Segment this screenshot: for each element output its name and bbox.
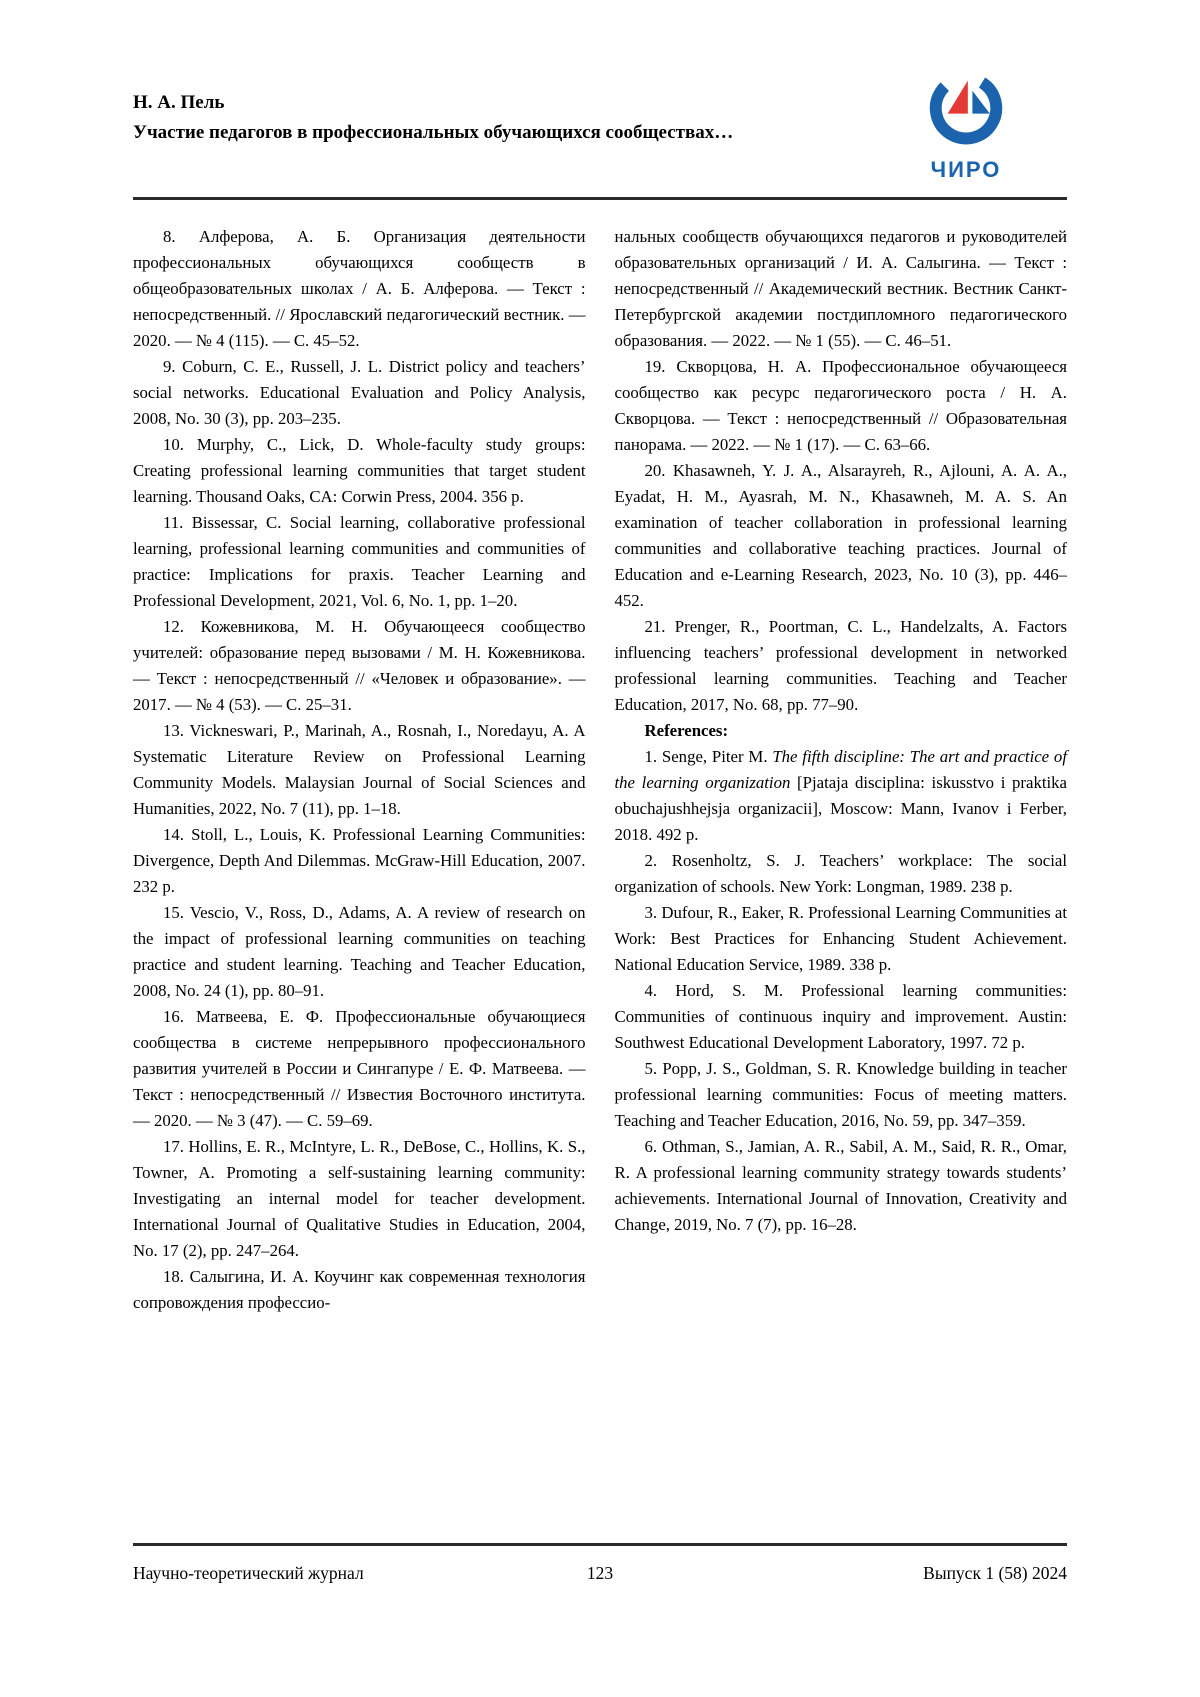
reference-item: 2. Rosenholtz, S. J. Teachers’ workplace: The social organization of schools. New York: Longman, 1989. 238 p. [614, 851, 1067, 896]
page-header [0, 0, 1200, 183]
reference-item: 16. Матвеева, Е. Ф. Профессиональные обучающиеся сообщества в системе непрерывного профессионального развития учителей в России и Сингапуре / Е. Ф. Матвеева. — Текст : непосредственный // Известия Восточного института. — 2020. — № 3 (47). — С. 59–69. [133, 1007, 586, 1130]
reference-item: 4. Hord, S. M. Professional learning communities: Communities of continuous inquiry and improvement. Austin: Southwest Educational Development Laboratory, 1997. 72 p. [614, 981, 1067, 1052]
footer-row [133, 1546, 1067, 1584]
page-footer [133, 1543, 1067, 1584]
reference-item: 9. Coburn, C. E., Russell, J. L. District policy and teachers’ social networks. Educational Evaluation and Policy Analysis, 2008, No. 30 (3), pp. 203–235. [133, 357, 586, 428]
reference-item: 15. Vescio, V., Ross, D., Adams, A. A review of research on the impact of professional learning communities on teaching practice and student learning. Teaching and Teacher Education, 2008, No. 24 (1), pp. 80–91. [133, 903, 586, 1000]
reference-item: 3. Dufour, R., Eaker, R. Professional Learning Communities at Work: Best Practices for Enhancing Student Achievement. National Education Service, 1989. 338 p. [614, 903, 1067, 974]
reference-text-plain: 1. Senge, Piter M. [644, 747, 773, 766]
reference-item-continuation: нальных сообществ обучающихся педагогов и руководителей образовательных организаций / И. А. Салыгина. — Текст : непосредственный // Академический вестник. Вестник Санкт-Петербургской академии постдипломного педагогического образования. — 2022. — № 1 (55). — С. 46–51. [614, 227, 1067, 350]
author-name: Н. А. Пель [133, 92, 225, 113]
issue-info: Выпуск 1 (58) 2024 [923, 1563, 1067, 1583]
reference-text-plain: [Pjataja disciplina: iskusstvo i praktika obuchajushhejsja organizacii], Moscow: Mann, Ivanov i Ferber, 2018. 492 p. [614, 773, 1068, 844]
journal-logo [911, 66, 1021, 183]
reference-text-italic: The fifth discipline: The art and practice of the learning organization [614, 747, 1067, 792]
reference-item: 18. Салыгина, И. А. Коучинг как современная технология сопровождения профессио- [133, 1267, 586, 1312]
logo-text: ЧИРО [930, 157, 1002, 182]
page-number: 123 [586, 1563, 614, 1583]
reference-item: 8. Алферова, А. Б. Организация деятельности профессиональных обучающихся сообществ в общеобразовательных школах / А. Б. Алферова. — Текст : непосредственный. // Ярославский педагогический вестник. — 2020. — № 4 (115). — С. 45–52. [133, 227, 586, 350]
reference-item: 12. Кожевникова, М. Н. Обучающееся сообщество учителей: образование перед вызовами / М. Н. Кожевникова. — Текст : непосредственный // «Человек и образование». — 2017. — № 4 (53). — С. 25–31. [133, 617, 586, 714]
reference-item [615, 744, 1068, 848]
chiro-emblem-icon [920, 141, 1012, 158]
reference-item: 20. Khasawneh, Y. J. A., Alsarayreh, R., Ajlouni, A. A. A., Eyadat, H. M., Ayasrah, M. N., Khasawneh, M. A. S. An examination of teacher collaboration in professional learning communities and collaborative teaching practices. Journal of Education and e-Learning Research, 2023, No. 10 (3), pp. 446–452. [614, 461, 1067, 610]
reference-item: 5. Popp, J. S., Goldman, S. R. Knowledge building in teacher professional learning communities: Focus of meeting matters. Teaching and Teacher Education, 2016, No. 59, pp. 347–359. [614, 1059, 1067, 1130]
reference-item: 11. Bissessar, C. Social learning, collaborative professional learning, professional learning communities and communities of practice: Implications for praxis. Teacher Learning and Professional Development, 2021, Vol. 6, No. 1, pp. 1–20. [133, 513, 586, 610]
reference-columns [0, 200, 1200, 1316]
journal-name: Научно-теоретический журнал [133, 1563, 364, 1583]
reference-item: 10. Murphy, C., Lick, D. Whole-faculty study groups: Creating professional learning communities that target student learning. Thousand Oaks, CA: Corwin Press, 2004. 356 p. [133, 435, 586, 506]
reference-item: 14. Stoll, L., Louis, K. Professional Learning Communities: Divergence, Depth And Dilemmas. McGraw-Hill Education, 2007. 232 p. [133, 825, 586, 896]
references-heading: References: [644, 721, 729, 740]
header-text-block [133, 66, 733, 148]
logo-red-sail-shape [948, 81, 968, 114]
left-column [133, 224, 586, 1316]
reference-item: 6. Othman, S., Jamian, A. R., Sabil, A. M., Said, R. R., Omar, R. A professional learning community strategy towards students’ achievements. International Journal of Innovation, Creativity and Change, 2019, No. 7 (7), pp. 16–28. [614, 1137, 1067, 1234]
reference-item: 17. Hollins, E. R., McIntyre, L. R., DeBose, C., Hollins, K. S., Towner, A. Promoting a self-sustaining learning community: Investigating an internal model for teacher development. International Journal of Qualitative Studies in Education, 2004, No. 17 (2), pp. 247–264. [133, 1137, 586, 1260]
reference-item: 13. Vickneswari, P., Marinah, A., Rosnah, I., Noredayu, A. A Systematic Literature Review on Professional Learning Community Models. Malaysian Journal of Social Sciences and Humanities, 2022, No. 7 (11), pp. 1–18. [133, 721, 586, 818]
reference-item: 21. Prenger, R., Poortman, C. L., Handelzalts, A. Factors influencing teachers’ professional development in networked professional learning communities. Teaching and Teacher Education, 2017, No. 68, pp. 77–90. [614, 617, 1067, 714]
reference-item: 19. Скворцова, Н. А. Профессиональное обучающееся сообщество как ресурс педагогического роста / Н. А. Скворцова. — Текст : непосредственный // Образовательная панорама. — 2022. — № 1 (17). — С. 63–66. [614, 357, 1067, 454]
article-title: Участие педагогов в профессиональных обучающихся сообществах… [133, 122, 734, 143]
right-column [615, 224, 1068, 1316]
